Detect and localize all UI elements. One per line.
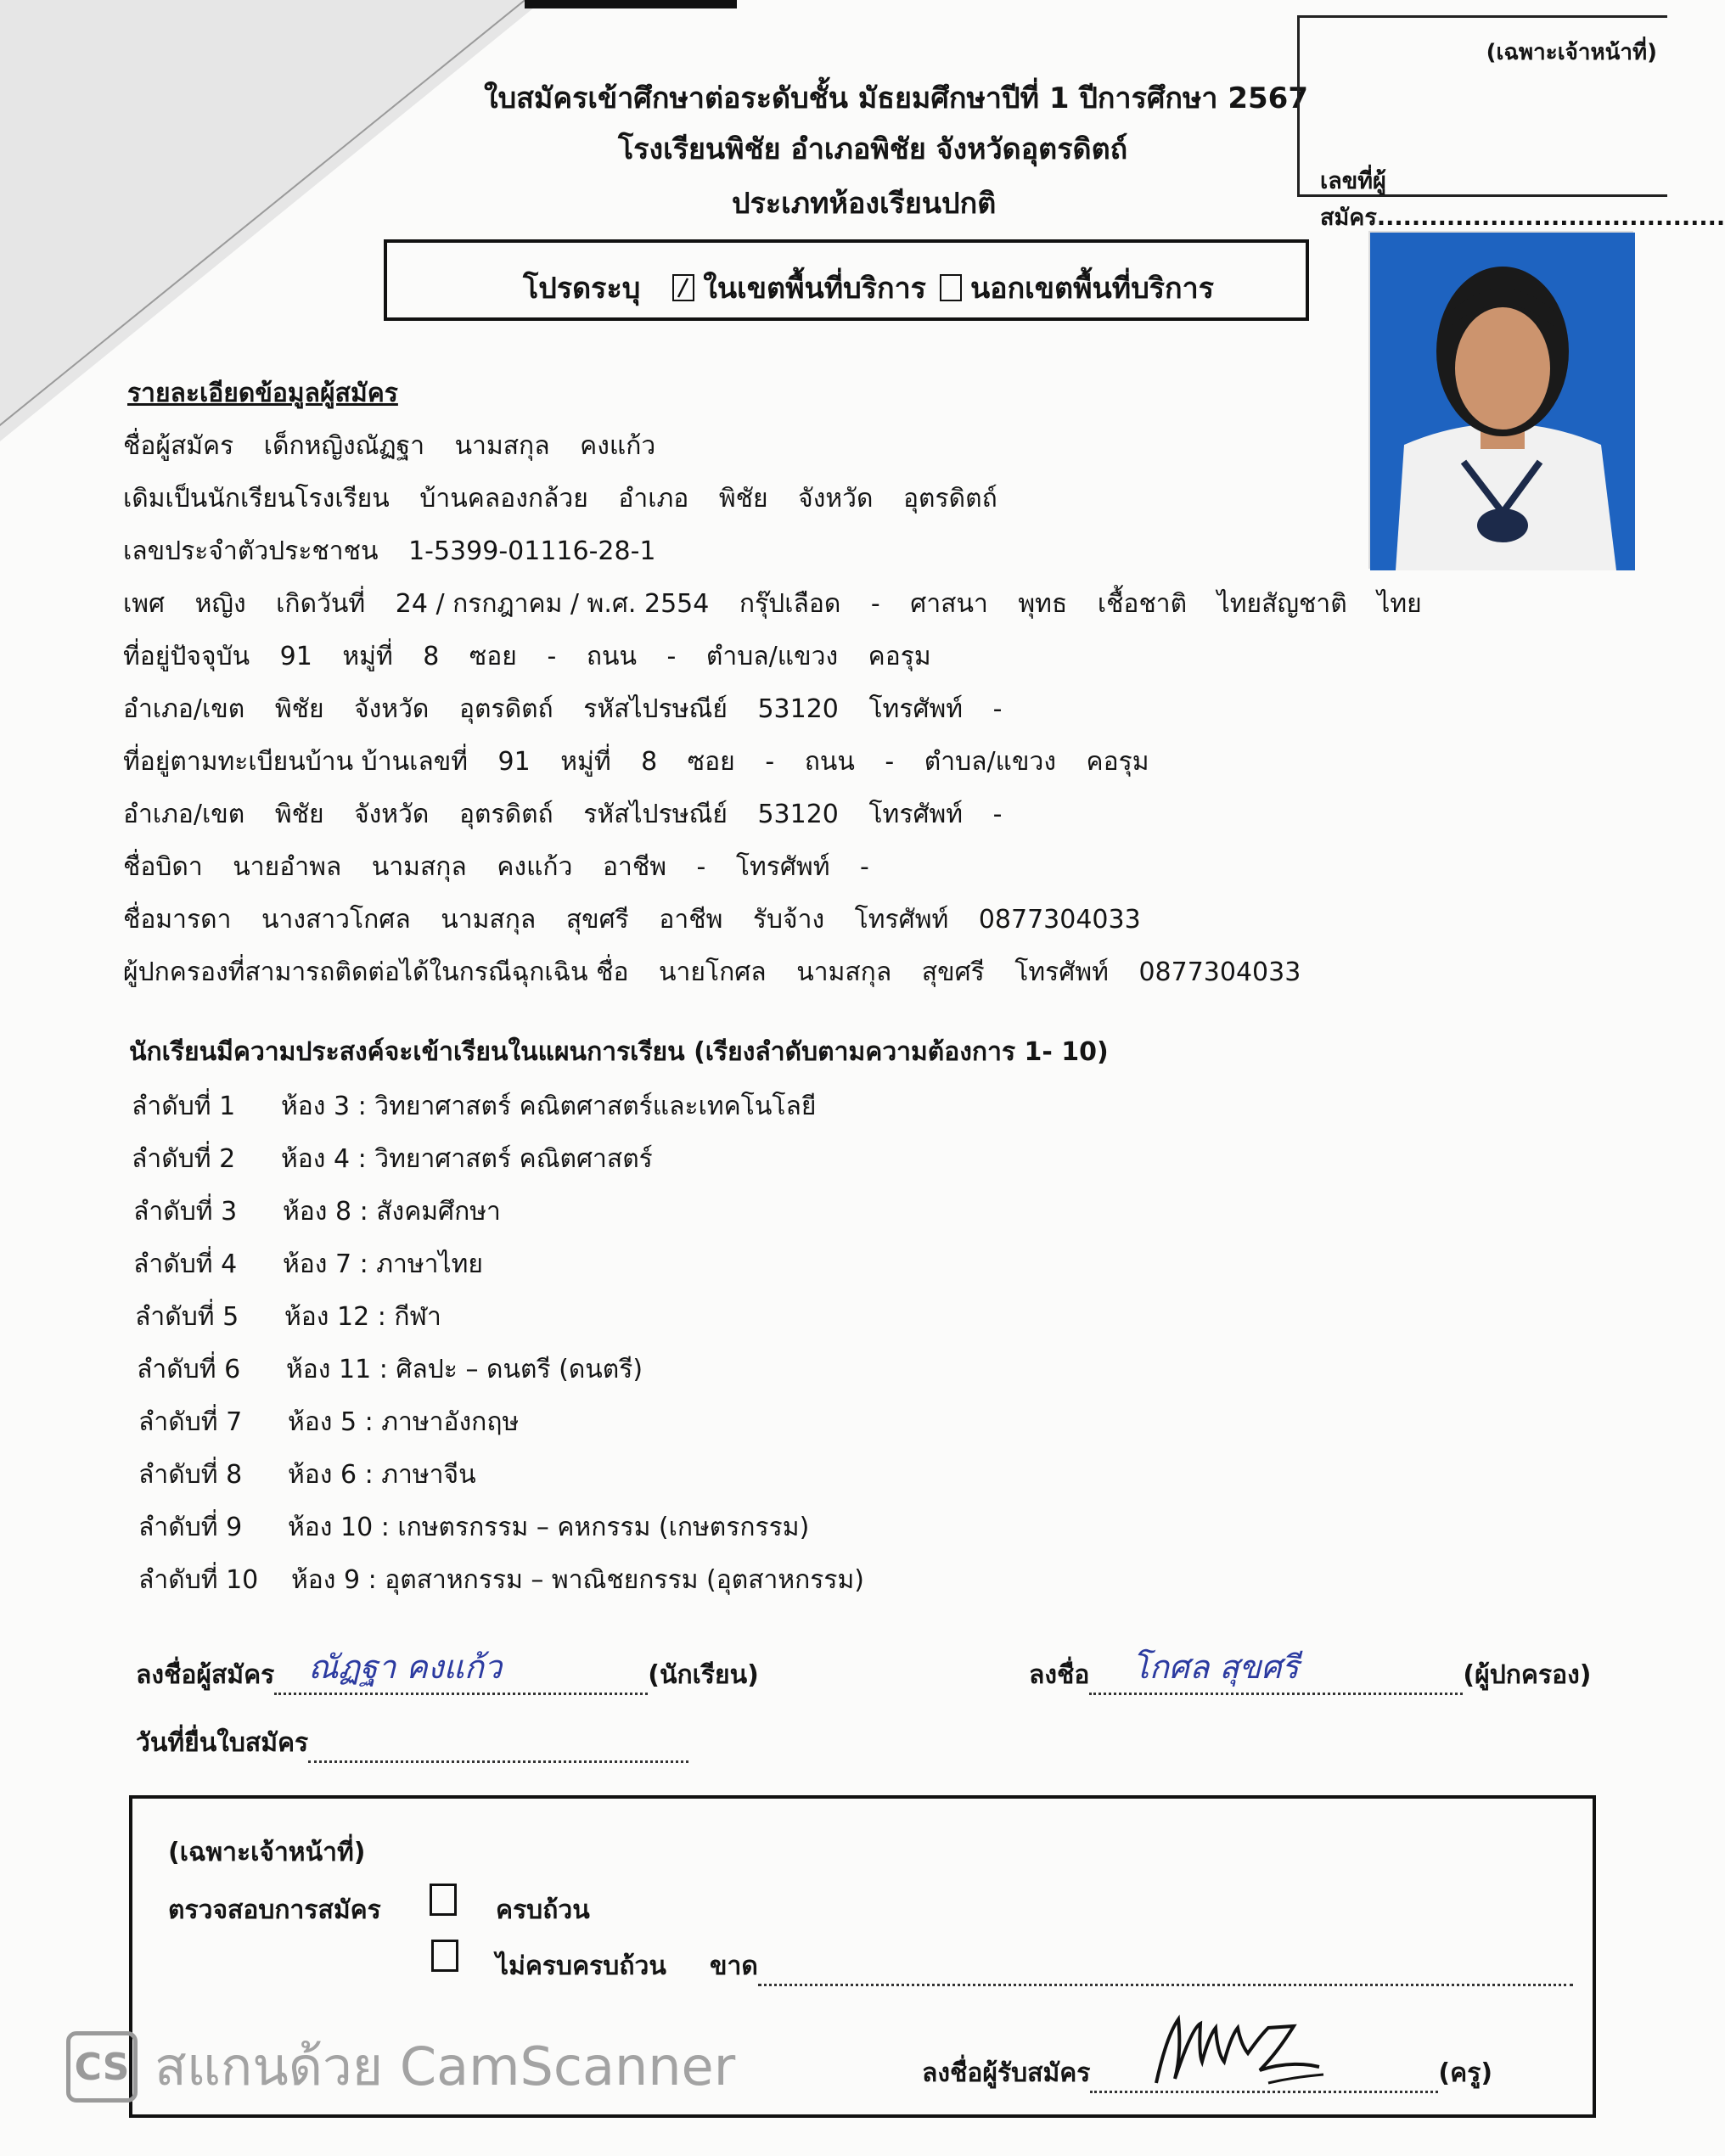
amphoe-label: อำเภอ (618, 484, 689, 514)
guardian-signature-suffix: (ผู้ปกครอง) (1463, 1660, 1592, 1690)
receiver-signature-scribble (1149, 2002, 1345, 2096)
job-label: อาชีพ (602, 852, 666, 882)
personal-row (123, 584, 1444, 624)
registered-address-row (123, 742, 1172, 782)
road-value: - (666, 642, 677, 671)
applicant-number-field[interactable]: เลขที่ผู้สมัคร........................................ (1320, 168, 1725, 231)
preference-rank: ลำดับที่ 6 (137, 1355, 241, 1384)
mother-job: รับจ้าง (752, 905, 825, 935)
zip-value: 53120 (757, 800, 839, 829)
tambon-value: คอรุม (868, 642, 931, 671)
moo-value: 8 (423, 642, 440, 671)
office-use-box (1297, 15, 1725, 231)
province-value: อุตรดิตถ์ (458, 694, 553, 724)
applicant-signature-field[interactable] (274, 1648, 648, 1695)
sex-label: เพศ (123, 589, 166, 619)
preference-rank: ลำดับที่ 8 (138, 1460, 243, 1490)
preference-room: ห้อง 10 : เกษตรกรรม – คหกรรม (เกษตรกรรม) (288, 1513, 810, 1542)
missing-field[interactable] (758, 1955, 1573, 1986)
district-label: อำเภอ/เขต (123, 694, 245, 724)
staff-use-title: (เฉพาะเจ้าหน้าที่) (168, 1838, 366, 1867)
receiver-signature-line (922, 2053, 1492, 2093)
out-area-checkbox[interactable] (940, 274, 962, 301)
current-district-row (123, 689, 1024, 729)
preference-rank: ลำดับที่ 3 (133, 1197, 238, 1227)
tambon-label: ตำบล/แขวง (705, 642, 839, 671)
father-row (123, 847, 891, 887)
top-tab (525, 0, 737, 8)
guardian-surname: สุขศรี (921, 957, 985, 987)
preference-room: ห้อง 3 : วิทยาศาสตร์ คณิตศาสตร์และเทคโนโลยี (281, 1092, 817, 1121)
dob-label: เกิดวันที่ (276, 589, 366, 619)
name-label: ชื่อผู้สมัคร (123, 431, 234, 461)
zip-label: รหัสไปรษณีย์ (583, 694, 728, 724)
camscanner-watermark (66, 2025, 735, 2108)
zip-label: รหัสไปรษณีย์ (583, 800, 728, 829)
mother-surname: สุขศรี (565, 905, 629, 935)
district-label: อำเภอ/เขต (123, 800, 245, 829)
tel-value: - (992, 800, 1003, 829)
guardian-signature-label: ลงชื่อ (1029, 1660, 1090, 1690)
district-value: พิชัย (274, 694, 324, 724)
missing-label: ขาด (710, 1951, 758, 1981)
name-row (123, 426, 677, 466)
preference-item (137, 1350, 643, 1390)
nationality-value: ไทย (1377, 589, 1422, 619)
tambon-value: คอรุม (1086, 747, 1149, 777)
preference-rank: ลำดับที่ 4 (133, 1249, 238, 1279)
tel-label: โทรศัพท์ (868, 694, 964, 724)
school-line: โรงเรียนพิชัย อำเภอพิชัย จังหวัดอุตรดิตถ์ (618, 132, 1128, 166)
father-surname: คงแก้ว (497, 852, 573, 882)
province-label: จังหวัด (354, 800, 430, 829)
soi-label: ซอย (469, 642, 517, 671)
preference-rank: ลำดับที่ 7 (138, 1407, 243, 1437)
tel-label: โทรศัพท์ (854, 905, 949, 935)
current-address-row (123, 637, 953, 677)
preference-item (132, 1139, 653, 1179)
race-label: เชื้อชาติ (1097, 589, 1188, 619)
surname-label: นามสกุล (796, 957, 892, 987)
tel-label: โทรศัพท์ (1014, 957, 1109, 987)
tel-label: โทรศัพท์ (735, 852, 830, 882)
district-value: พิชัย (274, 800, 324, 829)
applicant-signature-line (136, 1648, 759, 1695)
receiver-signature-label: ลงชื่อผู้รับสมัคร (922, 2058, 1091, 2088)
incomplete-label: ไม่ครบครบถ้วน (496, 1951, 666, 1981)
preference-rank: ลำดับที่ 10 (138, 1565, 259, 1595)
father-tel: - (860, 852, 869, 882)
road-label: ถนน (586, 642, 637, 671)
tel-label: โทรศัพท์ (868, 800, 964, 829)
preference-room: ห้อง 11 : ศิลปะ – ดนตรี (ดนตรี) (286, 1355, 643, 1384)
province-label: จังหวัด (354, 694, 430, 724)
in-area-checkbox[interactable] (672, 274, 694, 301)
preference-rank: ลำดับที่ 5 (135, 1302, 239, 1332)
applicant-section-title: รายละเอียดข้อมูลผู้สมัคร (127, 379, 398, 408)
applicant-signature-suffix: (นักเรียน) (648, 1660, 759, 1690)
preference-rank: ลำดับที่ 2 (132, 1144, 236, 1174)
moo-label: หมู่ที่ (342, 642, 393, 671)
road-value: - (885, 747, 895, 777)
applicant-photo (1368, 231, 1633, 569)
form-title: ใบสมัครเข้าศึกษาต่อระดับชั้น มัธยมศึกษาปีที่ 1 ปีการศึกษา 2567 (484, 81, 1308, 115)
father-job: - (696, 852, 706, 882)
moo-label: หมู่ที่ (560, 747, 611, 777)
school-province: อุตรดิตถ์ (903, 484, 997, 514)
submission-date-line (136, 1723, 688, 1763)
soi-value: - (765, 747, 775, 777)
tel-value: - (992, 694, 1003, 724)
surname-label: นามสกุล (454, 431, 550, 461)
soi-value: - (547, 642, 557, 671)
receiver-signature-field[interactable] (1090, 2060, 1438, 2093)
preference-room: ห้อง 8 : สังคมศึกษา (283, 1197, 501, 1227)
province-label: จังหวัด (798, 484, 874, 514)
preference-item (135, 1297, 441, 1337)
citizen-id: 1-5399-01116-28-1 (408, 536, 656, 566)
guardian-signature-field[interactable] (1089, 1648, 1463, 1695)
mother-tel: 0877304033 (978, 905, 1141, 935)
service-area-selector (384, 239, 1309, 321)
preference-item (138, 1508, 809, 1547)
camscanner-logo-icon: CS (66, 2031, 138, 2103)
school-row (123, 479, 1020, 519)
preference-room: ห้อง 9 : อุตสาหกรรม – พาณิชยกรรม (อุตสาหกรรม) (291, 1565, 865, 1595)
surname-label: นามสกุล (441, 905, 537, 935)
complete-checkbox[interactable] (430, 1884, 457, 1916)
moo-value: 8 (641, 747, 658, 777)
preference-room: ห้อง 6 : ภาษาจีน (288, 1460, 476, 1490)
missing-line (710, 1946, 1573, 1986)
sex-value: หญิง (194, 589, 246, 619)
blood-value: - (870, 589, 880, 619)
surname-label: นามสกุล (371, 852, 467, 882)
school-amphoe: พิชัย (718, 484, 768, 514)
mother-name: นางสาวโกศล (261, 905, 411, 935)
id-label: เลขประจำตัวประชาชน (123, 536, 379, 566)
province-value: อุตรดิตถ์ (458, 800, 553, 829)
religion-label: ศาสนา (910, 589, 988, 619)
preference-item (133, 1244, 483, 1284)
complete-label: ครบถ้วน (496, 1895, 590, 1925)
race-value: ไทยสัญชาติ (1216, 589, 1347, 619)
guardian-tel: 0877304033 (1138, 957, 1301, 987)
house-number: 91 (497, 747, 531, 777)
office-use-title: (เฉพาะเจ้าหน้าที่) (1486, 40, 1657, 65)
guardian-row (123, 952, 1323, 992)
out-area-label: นอกเขตพื้นที่บริการ (969, 272, 1214, 306)
previous-school: บ้านคลองกล้วย (419, 484, 588, 514)
id-row (123, 531, 678, 571)
guardian-signature: โกศล สุขศรี (1132, 1648, 1300, 1686)
registered-address-label: ที่อยู่ตามทะเบียนบ้าน บ้านเลขที่ (123, 747, 468, 777)
dob-value: 24 / กรกฎาคม / พ.ศ. 2554 (395, 589, 710, 619)
father-name: นายอำพล (233, 852, 342, 882)
preference-room: ห้อง 12 : กีฬา (284, 1302, 441, 1332)
check-application-label: ตรวจสอบการสมัคร (168, 1895, 381, 1925)
address-label: ที่อยู่ปัจจุบัน (123, 642, 250, 671)
preference-rank: ลำดับที่ 9 (138, 1513, 243, 1542)
preference-item (132, 1086, 816, 1126)
house-number: 91 (279, 642, 312, 671)
zip-value: 53120 (757, 694, 839, 724)
school-label: เดิมเป็นนักเรียนโรงเรียน (123, 484, 390, 514)
submission-date-label: วันที่ยื่นใบสมัคร (136, 1728, 309, 1758)
submission-date-field[interactable] (308, 1730, 688, 1763)
checkmark-icon (674, 276, 693, 300)
preference-item (138, 1560, 864, 1600)
preference-room: ห้อง 7 : ภาษาไทย (283, 1249, 483, 1279)
guardian-signature-line (1029, 1648, 1592, 1695)
mother-label: ชื่อมารดา (123, 905, 232, 935)
job-label: อาชีพ (659, 905, 723, 935)
preference-item (133, 1192, 501, 1232)
preference-item (138, 1402, 519, 1442)
road-label: ถนน (804, 747, 855, 777)
applicant-surname: คงแก้ว (580, 431, 656, 461)
preference-room: ห้อง 5 : ภาษาอังกฤษ (288, 1407, 520, 1437)
religion-value: พุทธ (1018, 589, 1068, 619)
guardian-label: ผู้ปกครองที่สามารถติดต่อได้ในกรณีฉุกเฉิน ชื่อ (123, 957, 629, 987)
registered-district-row (123, 794, 1024, 834)
service-area-prompt: โปรดระบุ (523, 272, 641, 306)
tambon-label: ตำบล/แขวง (924, 747, 1056, 777)
watermark-text: สแกนด้วย CamScanner (155, 2035, 736, 2097)
applicant-name: เด็กหญิงณัฏฐา (263, 431, 425, 461)
preference-rank: ลำดับที่ 1 (132, 1092, 236, 1121)
applicant-signature: ณัฏฐา คงแก้ว (308, 1648, 503, 1686)
class-type: ประเภทห้องเรียนปกติ (732, 187, 997, 221)
mother-row (123, 900, 1163, 940)
applicant-signature-label: ลงชื่อผู้สมัคร (136, 1660, 275, 1690)
receiver-signature-suffix: (ครู) (1438, 2058, 1493, 2088)
incomplete-checkbox[interactable] (431, 1940, 458, 1972)
soi-label: ซอย (687, 747, 735, 777)
preference-room: ห้อง 4 : วิทยาศาสตร์ คณิตศาสตร์ (281, 1144, 653, 1174)
father-label: ชื่อบิดา (123, 852, 203, 882)
in-area-label: ในเขตพื้นที่บริการ (703, 272, 926, 306)
preference-item (138, 1455, 476, 1495)
guardian-name: นายโกศล (659, 957, 767, 987)
preferences-title: นักเรียนมีความประสงค์จะเข้าเรียนในแผนการเรียน (เรียงลำดับตามความต้องการ 1- 10) (129, 1037, 1109, 1067)
blood-label: กรุ๊ปเลือด (739, 589, 841, 619)
